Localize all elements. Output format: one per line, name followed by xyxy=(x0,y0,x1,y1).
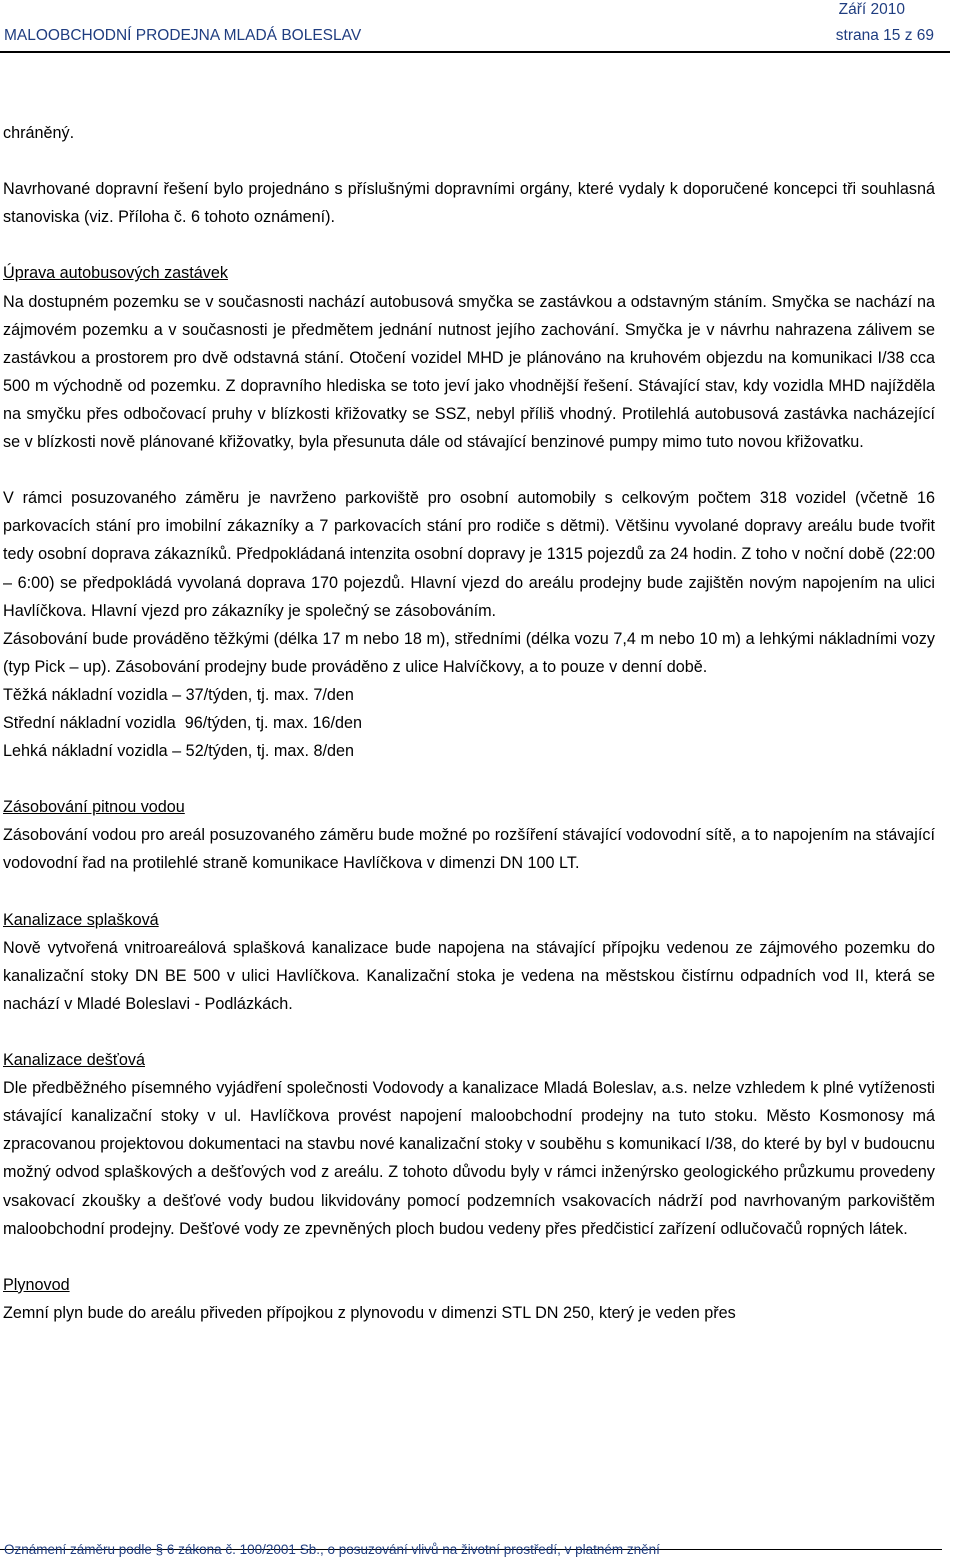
paragraph-navrhovane: Navrhované dopravní řešení bylo projednáno s příslušnými dopravními orgány, které vydaly k doporučené koncepci tři souhlasná stanoviska (viz. Příloha č. 6 tohoto oznámení). xyxy=(3,180,935,227)
header-date: Září 2010 xyxy=(838,1,905,18)
vozidla-lehka: Lehká nákladní vozidla – 52/týden, tj. max. 8/den xyxy=(3,742,354,761)
spacer xyxy=(3,878,935,906)
spacer xyxy=(3,1018,935,1046)
paragraph-uprava-zastavek: Na dostupném pozemku se v současnosti nachází autobusová smyčka se zastávkou a odstavným stáním. Smyčka se nachází na zájmovém pozemku a v současnosti je předmětem jednání nutnost jejího zachování. Smyčka je v návrhu nahrazena zálivem se zastávkou a prostorem pro dvě odstavná stání. Otočení vozidel MHD je plánováno na kruhovém objezdu na komunikaci I/38 cca 500 m východně od pozemku. Z dopravního hlediska se toto jeví jako vhodnější řešení. Stávající stav, kdy vozidla MHD najížděla na smyčku přes odbočovací pruhy v blízkosti křižovatky se SSZ, nebyl příliš vhodný. Protilehlá autobusová zastávka nacházející se v blízkosti nově plánované křižovatky, byla přesunuta dále od stávající benzinové pumpy mimo tuto novou křižovatku. xyxy=(3,292,935,452)
heading-kanalizace-splaskova: Kanalizace splašková xyxy=(3,910,159,929)
header-title: MALOOBCHODNÍ PRODEJNA MLADÁ BOLESLAV xyxy=(4,27,362,44)
vozidla-stredni: Střední nákladní vozidla 96/týden, tj. max. 16/den xyxy=(3,713,363,732)
spacer xyxy=(3,456,935,484)
heading-zasobovani-vodou: Zásobování pitnou vodou xyxy=(3,798,185,817)
footer-text: Oznámení záměru podle § 6 zákona č. 100/2001 Sb., o posuzování vlivů na životní prostředí, v platném znění xyxy=(4,1542,660,1557)
heading-plynovod: Plynovod xyxy=(3,1275,70,1294)
page-number: strana 15 z 69 xyxy=(835,27,934,44)
header-divider xyxy=(0,51,950,53)
paragraph-chraneny: chráněný. xyxy=(3,124,75,142)
spacer xyxy=(3,1243,935,1271)
paragraph-zasobovani-vodou: Zásobování vodou pro areál posuzovaného záměru bude možné po rozšíření stávající vodovodní sítě, a to napojením na stávající vodovodní řad na protilehlé straně komunikace Havlíčkova v dimenzi DN 100 LT. xyxy=(3,826,935,873)
spacer xyxy=(3,147,935,175)
heading-kanalizace-destova: Kanalizace dešťová xyxy=(3,1051,145,1070)
spacer xyxy=(3,765,935,793)
paragraph-zasobovani: Zásobování bude prováděno těžkými (délka 17 m nebo 18 m), středními (délka vozu 7,4 m nebo 10 m) a lehkými nákladními vozy (typ Pick – up). Zásobování prodejny bude prováděno z ulice Halvíčkovy, a to pouze v denní době. xyxy=(3,629,935,676)
spacer xyxy=(3,231,935,259)
paragraph-parkoviste: V rámci posuzovaného záměru je navrženo parkoviště pro osobní automobily s celkovým počtem 318 vozidel (včetně 16 parkovacích stání pro imobilní zákazníky a 7 parkovacích stání pro rodiče s dětmi). Většinu vyvolané dopravy areálu bude tvořit tedy osobní doprava zákazníků. Předpokládaná intenzita osobní dopravy je 1315 pojezdů za 24 hodin. Z toho v noční době (22:00 – 6:00) se předpokládá vyvolaná doprava 170 pojezdů. Hlavní vjezd do areálu prodejny bude zajištěn novým napojením na ulici Havlíčkova. Hlavní vjezd pro zákazníky je společný se zásobováním. xyxy=(3,489,935,620)
paragraph-kanalizace-destova: Dle předběžného písemného vyjádření společnosti Vodovody a kanalizace Mladá Boleslav, a.s. nelze vzhledem k plné vytíženosti stávající kanalizační stoky v ul. Havlíčkova provést napojení maloobchodní prodejny na tuto stoku. Město Kosmonosy má zpracovanou projektovou dokumentaci na stavbu nové kanalizační stoky v souběhu s komunikací I/38, do které by byl v budoucnu možný odvod splaškových a dešťových vod z areálu. Z tohoto důvodu byly v rámci inženýrsko geologického průzkumu provedeny vsakovací zkoušky a dešťové vody budou likvidovány pomocí podzemních vsakovacích nádrží pod navrhovaným parkovištěm maloobchodní prodejny. Dešťové vody ze zpevněných ploch budou vedeny přes předčisticí zařízení odlučovačů ropných látek. xyxy=(3,1079,935,1238)
document-body xyxy=(3,119,935,1327)
heading-uprava-zastavek: Úprava autobusových zastávek xyxy=(3,264,228,283)
paragraph-kanalizace-splaskova: Nově vytvořená vnitroareálová splašková kanalizace bude napojena na stávající přípojku vedenou ze zájmového pozemku do kanalizační stoky DN BE 500 v ulici Havlíčkova. Kanalizační stoka je vedena na městskou čistírnu odpadních vod II, která se nachází v Mladé Boleslavi - Podlázkách. xyxy=(3,938,935,1013)
paragraph-plynovod: Zemní plyn bude do areálu přiveden přípojkou z plynovodu v dimenzi STL DN 250, který je veden přes xyxy=(3,1303,736,1322)
vozidla-tezka: Těžká nákladní vozidla – 37/týden, tj. max. 7/den xyxy=(3,685,354,704)
